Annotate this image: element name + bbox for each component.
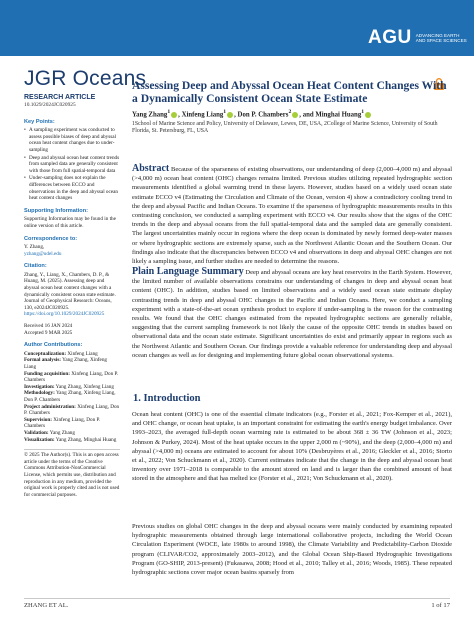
sidebar [24,94,120,498]
contribution-names: Yang Zhang, Xinfeng Liang, Don P. Chambers [24,390,116,403]
contribution-item [24,404,120,417]
contribution-names: Xinfeng Liang, Don P. Chambers [24,403,120,417]
abstract-heading: Abstract [132,163,170,174]
contribution-item [24,390,120,403]
citation-heading: Citation: [24,263,47,270]
author-affil-mark: 1 [167,109,171,116]
orcid-icon[interactable] [292,112,298,118]
article-title: Assessing Deep and Abyssal Ocean Heat Content Changes With a Dynamically Consistent Ocean State Estimate [132,79,447,105]
author-affil-mark: 1 [361,109,365,116]
author-name: Yang Zhang [132,111,168,119]
contribution-names: Yang Zhang, Xinfeng Liang [55,383,114,390]
contribution-names: Xinfeng Liang, Don P. Chambers [24,416,101,430]
contribution-role: Formal analysis: [24,357,62,364]
introduction-heading: 1. Introduction [133,393,201,404]
author-list: Yang Zhang$^1$ , Xinfeng Liang$^1$ , Don P. Chambers$^2$ , and Minghai Huang$^1$ [132,109,452,118]
intro-paragraph: Previous studies on global OHC changes in the deep and abyssal oceans were mainly conducted by examining repeated hydrographic measurements obtained through large international collaborative projects, including the World Ocean Circulation Experiment (WOCE, late 1980s to around 1998), the Climate Variability and Predictability-Carbon Dioxide program (CLIVAR/CO2, approximately 2003–2012), and the Global Ocean Ship-Based Hydrographic Investigations Program (GO-SHIP, 2013-present) (Fukasawa, 2008; Hood et al., 2010; Talley et al., 2016; Woods, 1985). These repeated hydrographic sections cover major ocean basins sparsely from [132,523,452,577]
agu-logo-mark: AGU [368,27,412,48]
contribution-role: Funding acquisition: [24,370,70,377]
agu-logo [368,26,468,50]
received-date: Received 16 JAN 2024 [24,323,73,330]
page-footer [24,598,450,609]
page-number: 1 of 17 [431,602,450,609]
correspondence-name: Y. Zhang, [24,244,45,251]
author-affil-mark: 1 [223,109,227,116]
abstract-text: Because of the sparseness of existing observations, our understanding of deep (2,000–4,000 m) and abyssal (>4,000 m) ocean heat content (OHC) changes remains limited. Previous studies utilizing repeated hydrographic section measurements identified a global warming trend in these layers. However, studies based on a widely used ocean state estimate ECCO v4 (Estimating the Circulation and Climate of the Ocean, version 4) show a contradictory cooling trend in the deep and abyssal Pacific and Indian Oceans. To examine if the sparseness of hydrographic measurements results in this contrasting conclusion, we conducted a sampling experiment with ECCO v4. Our results show that the signs of the OHC trends in the deep and abyssal oceans from the full spatial-temporal data and the sampled data are generally consistent. The largest uncertainties mainly occur in regions where the deep ocean is dominated by newly formed deep-water masses or where hydrographic sections are extremely sparse, such as the Northwest Atlantic Ocean and the Southern Ocean. Our findings also indicate that the discrepancies between ECCO v4 and observations in deep and abyssal OHC changes are not likely a sampling issue, and further studies are needed to determine the reasons. [132,166,453,266]
contribution-role: Supervision: [24,416,52,423]
accepted-date: Accepted 9 MAR 2025 [24,329,73,336]
contribution-item [24,437,120,444]
author-affil-mark: 2 [288,109,292,116]
article-type: RESEARCH ARTICLE [24,94,96,101]
key-points-list [24,127,120,202]
contribution-item [24,357,120,370]
footer-authors: ZHANG ET AL. [24,602,69,609]
contribution-names: Yang Zhang [49,429,75,436]
correspondence-heading: Correspondence to: [24,235,78,242]
contribution-item [24,371,120,384]
contribution-role: Project administration: [24,403,76,410]
citation-text: Zhang, Y., Liang, X., Chambers, D. P., & Huang, M. (2025). Assessing deep and abyssal ocean heat content changes with a dynamically consistent ocean state estimate. Journal of Geophysical Research: Oceans, 130, e2024JC020925. [24,271,116,311]
contribution-names: Yang Zhang, Xinfeng Liang [24,357,108,370]
intro-paragraph: Ocean heat content (OHC) is one of the essential climate indicators (e.g., Forster et al., 2021; Fox-Kemper et al., 2021), and OHC change, or ocean heat uptake, is an important constraint for estimating the earth's energy budget imbalance. Over 1993–2023, the averaged full-depth ocean warming rate is estimated to be about 368 ± 36 TW (Johnson et al., 2023; Johnson & Purkey, 2024). Most of the heat uptake occurs in the upper 2,000 m (~90%), and the deep (2,000–4,000 m) and abyssal (>4,000 m) oceans are estimated to account for about 10% (Desbruyères et al., 2016; Gleckler et al., 2016; Storto et al., 2022; Von Schuckmann et al., 2020). Current estimates indicate that the change in the deep and abyssal ocean heat inventory over 1971–2018 is comparable to the amount stored on land and is larger than the combined amount of heat stored in the atmosphere and that has melted ice (Forster et al., 2021; Von Schuckmann et al., 2020). [132,411,452,483]
correspondence-email-link[interactable]: yzhang@udel.edu [24,250,62,257]
agu-logo-tagline: ADVANCING EARTH AND SPACE SCIENCES [415,32,467,43]
key-points-heading: Key Points: [24,118,55,125]
contribution-role: Investigation: [24,383,55,390]
journal-name: JGR Oceans [24,67,147,90]
license-text: © 2025 The Author(s). This is an open access article under the terms of the Creative Commons Attribution-NonCommercial License, which permits use, distribution and reproduction in any medium, provided the original work is properly cited and is not used for commercial purposes. [24,452,120,498]
author-name: Don P. Chambers [237,111,289,119]
contribution-names: Xinfeng Liang, Don P. Chambers [24,370,119,384]
article-doi: 10.1029/2024JC020925 [24,102,76,108]
publisher-banner [0,0,474,56]
supporting-info-text: Supporting Information may be found in the online version of this article. [24,216,116,229]
contribution-names: Yang Zhang, Minghai Huang [55,436,117,443]
author-contributions-heading: Author Contributions: [24,342,83,349]
abstract-section [132,164,452,266]
orcid-icon[interactable] [171,112,177,118]
orcid-icon[interactable] [365,112,371,118]
sidebar-divider [24,449,120,450]
orcid-icon[interactable] [227,112,233,118]
citation-doi-link[interactable]: https://doi.org/10.1029/2024JC020925 [24,311,105,318]
key-point: • Under-sampling does not explain the differences between ECCO and observations in the deep and abyssal ocean heat content changes [24,175,120,201]
contribution-item [24,417,120,430]
author-name: Xinfeng Liang [181,111,224,119]
contribution-role: Methodology: [24,390,55,397]
contribution-role: Visualization: [24,436,55,443]
key-point: • A sampling experiment was conducted to assess possible biases of deep and abyssal ocean heat content changes due to under-sampling [24,127,120,153]
supporting-info-heading: Supporting Information: [24,207,89,214]
author-name: and Minghai Huang [302,111,362,119]
contribution-item [24,430,120,437]
pls-text: Deep and abyssal oceans are key heat reservoirs in the Earth System. However, the limited number of available observations constrains our understanding of changes in deep and abyssal ocean heat content (OHC). In addition, studies based on limited observations and a widely used ocean state estimate display contrasting trends in deep and abyssal OHC changes in the Pacific and Indian Oceans. Here, we conduct a sampling experiment with a state-of-the-art ocean synthesis product to explore if under-sampling is the reason for the contrasting results. We found that the OHC changes estimated from the repeated hydrographic sections are generally reliable, suggesting that the current sampling framework is not likely the cause of the opposite OHC trends in studies based on observational data and the ocean state estimate. Significant uncertainties do exist and primarily appear in regions such as the Northwest Atlantic and Southern Ocean. Our findings provide a valuable reference for understanding deep and abyssal ocean changes as well as for designing and implementing future global ocean observational systems. [132,269,452,359]
affiliations: 1School of Marine Science and Policy, University of Delaware, Lewes, DE, USA, 2College of Marine Science, University of South Florida, St. Petersburg, FL, USA [132,121,438,135]
plain-language-summary-section [132,267,452,360]
article-header [132,80,452,135]
contribution-role: Validation: [24,429,49,436]
contribution-role: Conceptualization: [24,350,67,357]
contribution-names: Xinfeng Liang [67,350,98,357]
pls-heading: Plain Language Summary [132,266,244,277]
key-point: • Deep and abyssal ocean heat content trends from sampled data are generally consistent with those from full spatial-temporal data [24,155,120,175]
